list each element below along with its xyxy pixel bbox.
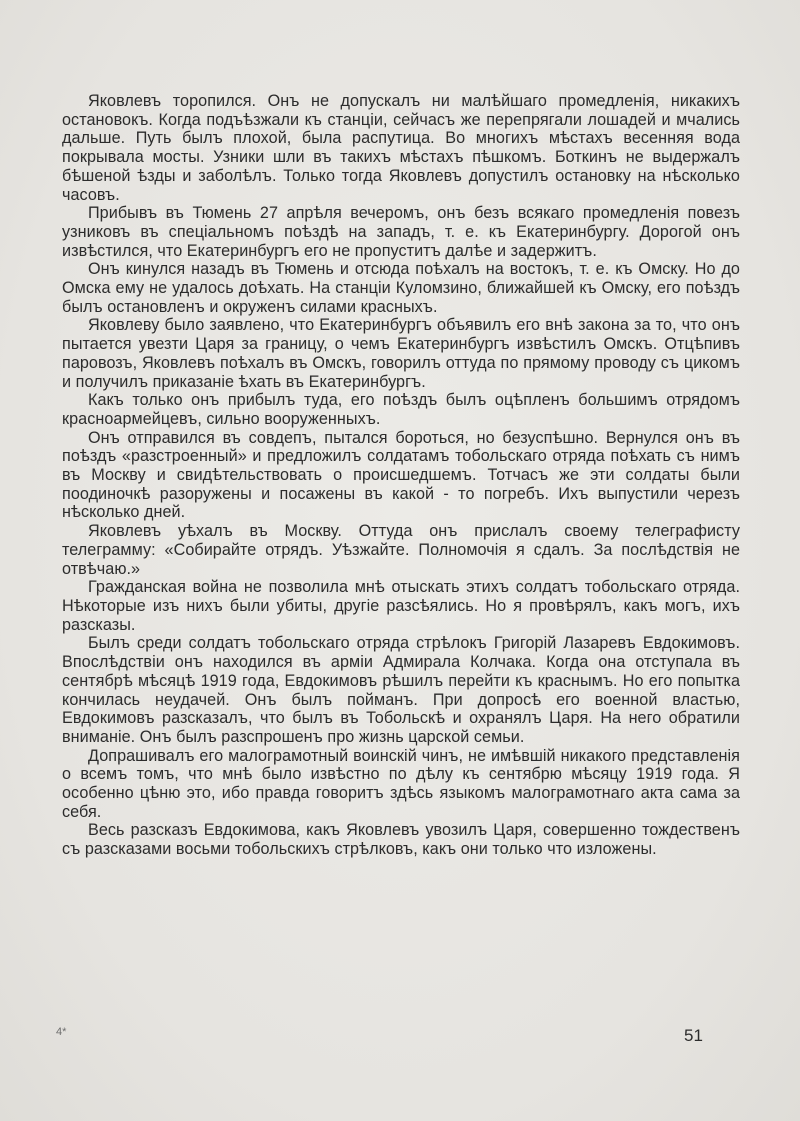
paragraph: Яковлевъ уѣхалъ въ Москву. Оттуда онъ прислалъ своему телеграфисту телеграмму: «Собирайте отрядъ. Уѣзжайте. Полномочія я сдалъ. За послѣдствія не отвѣчаю.» <box>62 522 740 578</box>
paragraph: Онъ отправился въ совдепъ, пытался бороться, но безуспѣшно. Вернулся онъ въ поѣздъ «разстроенный» и предложилъ солдатамъ тобольскаго отряда поѣхать съ нимъ въ Москву и свидѣтельствовать о происшедшемъ. Тотчасъ же эти солдаты были поодиночкѣ разоружены и посажены въ какой - то погребъ. Ихъ выпустили черезъ нѣсколько дней. <box>62 428 740 522</box>
body-text <box>62 92 740 859</box>
paragraph: Былъ среди солдатъ тобольскаго отряда стрѣлокъ Григорій Лазаревъ Евдокимовъ. Впослѣдствіи онъ находился въ арміи Адмирала Колчака. Когда она отступала въ сентябрѣ мѣсяцѣ 1919 года, Евдокимовъ рѣшилъ перейти къ краснымъ. Но его попытка кончилась неудачей. Онъ былъ пойманъ. При допросѣ его военной властью, Евдокимовъ разсказалъ, что былъ въ Тобольскѣ и охранялъ Царя. На него обратили вниманіе. Онъ былъ разспрошенъ про жизнь царской семьи. <box>62 634 740 746</box>
paragraph: Прибывъ въ Тюмень 27 апрѣля вечеромъ, онъ безъ всякаго промедленія повезъ узниковъ въ спеціальномъ поѣздѣ на западъ, т. е. къ Екатеринбургу. Дорогой онъ извѣстился, что Екатеринбургъ его не пропуститъ далѣе и задержитъ. <box>62 204 740 260</box>
paragraph: Онъ кинулся назадъ въ Тюмень и отсюда поѣхалъ на востокъ, т. е. къ Омску. Но до Омска ему не удалось доѣхать. На станціи Куломзино, ближайшей къ Омску, его поѣздъ былъ остановленъ и окруженъ силами красныхъ. <box>62 260 740 316</box>
paragraph: Яковлеву было заявлено, что Екатеринбургъ объявилъ его внѣ закона за то, что онъ пытается увезти Царя за границу, о чемъ Екатеринбургъ извѣстилъ Омскъ. Отцѣпивъ паровозъ, Яковлевъ поѣхалъ въ Омскъ, говорилъ оттуда по прямому проводу съ цикомъ и получилъ приказаніе ѣхать въ Екатеринбургъ. <box>62 316 740 391</box>
signature-mark: 4* <box>56 1026 67 1038</box>
paragraph: Какъ только онъ прибылъ туда, его поѣздъ былъ оцѣпленъ большимъ отрядомъ красноармейцевъ, сильно вооруженныхъ. <box>62 391 740 428</box>
paragraph: Весь разсказъ Евдокимова, какъ Яковлевъ увозилъ Царя, совершенно тождественъ съ разсказами восьми тобольскихъ стрѣлковъ, какъ они только что изложены. <box>62 821 740 859</box>
paragraph: Гражданская война не позволила мнѣ отыскать этихъ солдатъ тобольскаго отряда. Нѣкоторые изъ нихъ были убиты, другіе разсѣялись. Но я провѣрялъ, какъ могъ, ихъ разсказы. <box>62 578 740 634</box>
page-number: 51 <box>684 1026 703 1045</box>
paragraph: Допрашивалъ его малограмотный воинскій чинъ, не имѣвшій никакого представленія о всемъ томъ, что мнѣ было извѣстно по дѣлу къ сентябрю мѣсяцу 1919 года. Я особенно цѣню это, ибо правда говоритъ здѣсь языкомъ малограмотнаго акта сама за себя. <box>62 746 740 821</box>
paragraph: Яковлевъ торопился. Онъ не допускалъ ни малѣйшаго промедленія, никакихъ остановокъ. Когда подъѣзжали къ станціи, сейчасъ же перепрягали лошадей и мчались дальше. Путь былъ плохой, была распутица. Во многихъ мѣстахъ весенняя вода покрывала мосты. Узники шли въ такихъ мѣстахъ пѣшкомъ. Боткинъ не выдержалъ бѣшеной ѣзды и заболѣлъ. Только тогда Яковлевъ допустилъ остановку на нѣсколько часовъ. <box>62 92 740 204</box>
